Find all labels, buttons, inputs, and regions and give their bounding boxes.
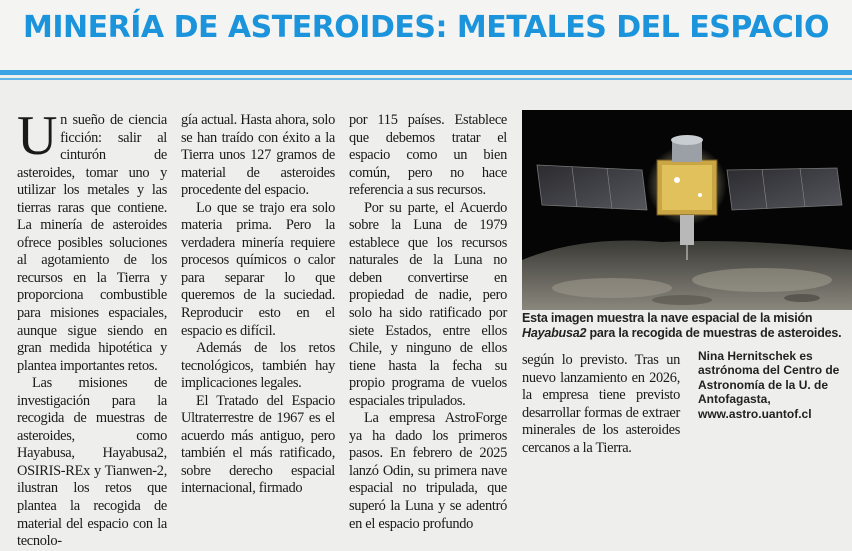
page-title: MINERÍA DE ASTEROIDES: METALES DEL ESPACIO (23, 10, 829, 45)
drop-cap: U (17, 105, 58, 167)
author-line: astrónoma del Centro de (698, 363, 840, 378)
paragraph: El Tratado del Espacio Ultraterrestre de 1967 es el acuerdo más antiguo, pero también el más ratificado, sobre derecho espacial internacional, firmado (181, 392, 335, 497)
article-column-4 (522, 352, 680, 457)
paragraph: Las misiones de investigación para la recogida de muestras de asteroides, como Hayabusa, Hayabusa2, OSIRIS-REx y Tianwen-2, ilustran los retos que plantea la recogida de material del espacio con la tecnolo- (17, 375, 167, 550)
caption-text: Esta imagen muestra la nave espacial de la misión Hayabusa2 para la recogida de muestras de asteroides. (522, 311, 842, 340)
author-website-link[interactable]: www.astro.uantof.cl (698, 406, 812, 421)
paragraph: según lo previsto. Tras un nuevo lanzamiento en 2026, la empresa tiene previsto desarrollar formas de extraer minerales de los asteroides cercanos a la Tierra. (522, 352, 680, 456)
paragraph-text: n sueño de ciencia ficción: salir al cinturón de asteroides, tomar uno y utilizar los metales y las tierras raras que contiene. La minería de asteroides ofrece posibles soluciones al agotamiento de los recursos en la Tierra y proporciona combustible para misiones espaciales, aunque sigue siendo en gran medida hipotética y plantea importantes retos. (17, 112, 167, 374)
article-column-3 (349, 112, 507, 533)
paragraph: La empresa AstroForge ya ha dado los primeros pasos. En febrero de 2025 lanzó Odin, su primera nave espacial no tripulada, que superó la Luna y se adentró en el espacio profundo (349, 410, 507, 532)
paragraph: gía actual. Hasta ahora, solo se han traído con éxito a la Tierra unos 127 gramos de material de asteroides procedente del espacio. (181, 112, 335, 199)
author-line: Antofagasta, (698, 392, 771, 407)
author-line: Astronomía de la U. de (698, 377, 829, 392)
article-column-2 (181, 112, 335, 498)
photo-caption (522, 311, 852, 341)
mission-name: Hayabusa2 (522, 326, 587, 340)
headline-rule (0, 70, 852, 75)
author-bio (698, 349, 848, 421)
paragraph: por 115 países. Establece que debemos tratar el espacio como un bien común, pero no hace referencia a sus recursos. (349, 112, 507, 199)
paragraph: Además de los retos tecnológicos, también hay implicaciones legales. (181, 340, 335, 392)
hayabusa2-illustration (522, 110, 852, 310)
headline-rule-thin (0, 78, 852, 80)
paragraph: Lo que se trajo era solo materia prima. Pero la verdadera minería requiere procesos químicos o calor para separar lo que queremos de la suciedad. Reproducir esto en el espacio es difícil. (181, 199, 335, 339)
paragraph: Por su parte, el Acuerdo sobre la Luna de 1979 establece que los recursos naturales de la Luna no deben convertirse en propiedad de nadie, pero solo ha sido ratificado por siete Estados, entre ellos Chile, y ninguno de ellos tiene hasta la fecha su propio programa de vuelos espaciales tripulados. (349, 199, 507, 409)
paragraph (17, 105, 167, 375)
author-line: Nina Hernitschek es (698, 349, 813, 363)
article-column-1 (17, 105, 167, 551)
spacecraft-photo (522, 110, 852, 310)
masthead (0, 0, 852, 70)
